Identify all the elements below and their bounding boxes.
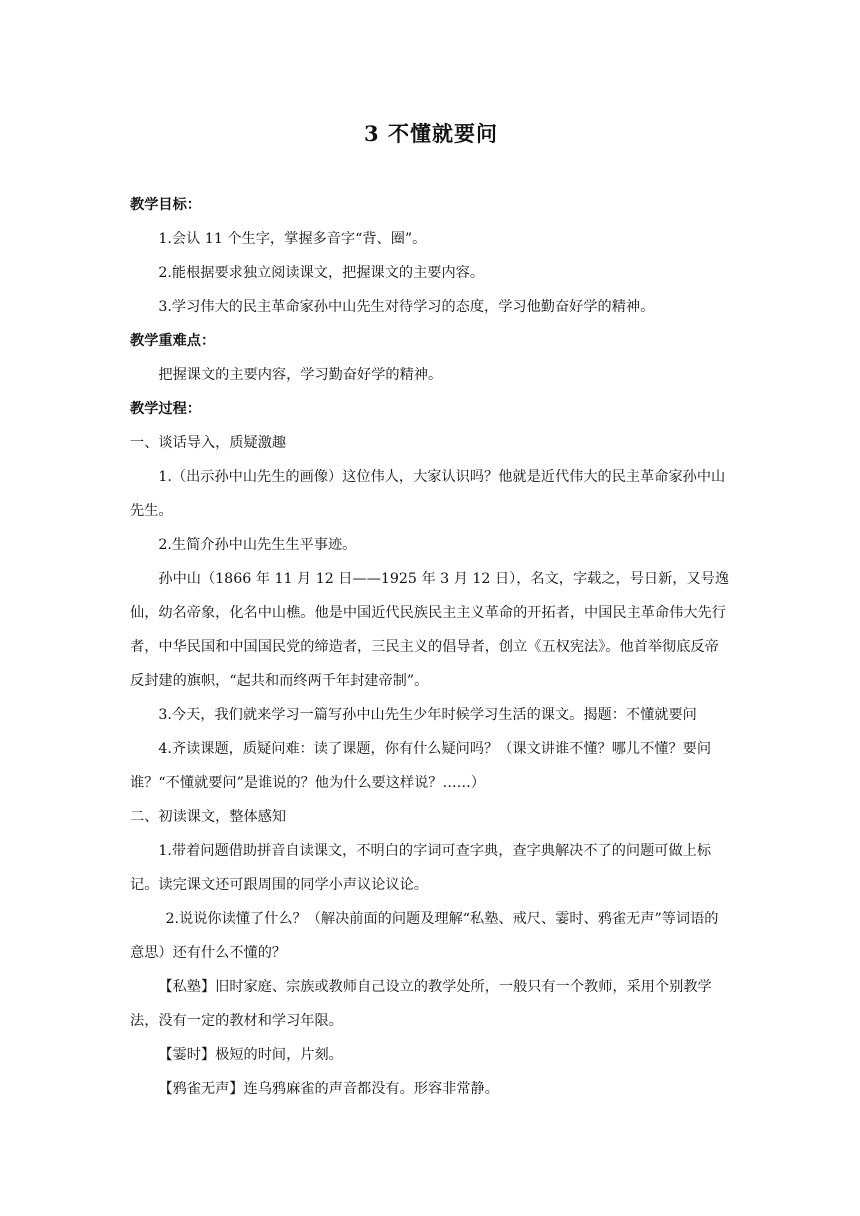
part2-item: 1.带着问题借助拼音自读课文，不明白的字词可查字典，查字典解决不了的问题可做上标记。读完课文还可跟周围的同学小声议论议论。	[130, 843, 712, 893]
glossary-term: 【鸦雀无声】	[158, 1081, 244, 1097]
glossary-definition: 连乌鸦麻雀的声音都没有。形容非常静。	[243, 1081, 499, 1097]
glossary-definition: 极短的时间，片刻。	[215, 1047, 343, 1063]
part1-heading: 一、谈话导入，质疑激趣	[130, 435, 287, 451]
glossary-entry	[130, 1072, 732, 1106]
glossary-term: 【霎时】	[158, 1047, 216, 1063]
part1-item: 孙中山（1866 年 11 月 12 日——1925 年 3 月 12 日），名文，字载之，号日新，又号逸仙，幼名帝象，化名中山樵。他是中国近代民族民主主义革命的开拓者，中国民主革命伟大先行者，中华民国和中国国民党的缔造者，三民主义的倡导者，创立《五权宪法》。他首举彻底反帝反封建的旗帜，“起共和而终两千年封建帝制”。	[130, 571, 730, 689]
process-heading: 教学过程：	[130, 401, 201, 417]
goal-item: 2.能根据要求独立阅读课文，把握课文的主要内容。	[158, 265, 485, 281]
part1-item: 2.生简介孙中山先生生平事迹。	[158, 537, 357, 553]
glossary-definition: 旧时家庭、宗族或教师自己设立的教学处所，一般只有一个教师，采用个别教学法，没有一定的教材和学习年限。	[130, 979, 712, 1029]
part2-heading: 二、初读课文，整体感知	[130, 809, 287, 825]
goal-item: 3.学习伟大的民主革命家孙中山先生对待学习的态度，学习他勤奋好学的精神。	[158, 299, 655, 315]
part2-item: 2.说说你读懂了什么？（解决前面的问题及理解“私塾、戒尺、霎时、鸦雀无声”等词语的意思）还有什么不懂的？	[130, 911, 719, 961]
part1-item: 3.今天，我们就来学习一篇写孙中山先生少年时候学习生活的课文。揭题：不懂就要问	[158, 707, 697, 723]
part1-item: 1.（出示孙中山先生的画像）这位伟人，大家认识吗？他就是近代伟大的民主革命家孙中山先生。	[130, 469, 726, 519]
key-points-text: 把握课文的主要内容，学习勤奋好学的精神。	[158, 367, 443, 383]
glossary-term: 【私塾】	[158, 979, 216, 995]
glossary-entry	[130, 970, 732, 1038]
lesson-title: 3 不懂就要问	[364, 121, 498, 146]
key-points-heading: 教学重难点：	[130, 333, 216, 349]
goals-heading: 教学目标：	[130, 197, 201, 213]
part1-item: 4.齐读课题，质疑问难：读了课题，你有什么疑问吗？（课文讲谁不懂？哪儿不懂？要问谁？“不懂就要问”是谁说的？他为什么要这样说？……）	[130, 741, 712, 791]
glossary-entry	[130, 1038, 732, 1072]
goal-item: 1.会认 11 个生字，掌握多音字“背、圈”。	[158, 231, 427, 247]
